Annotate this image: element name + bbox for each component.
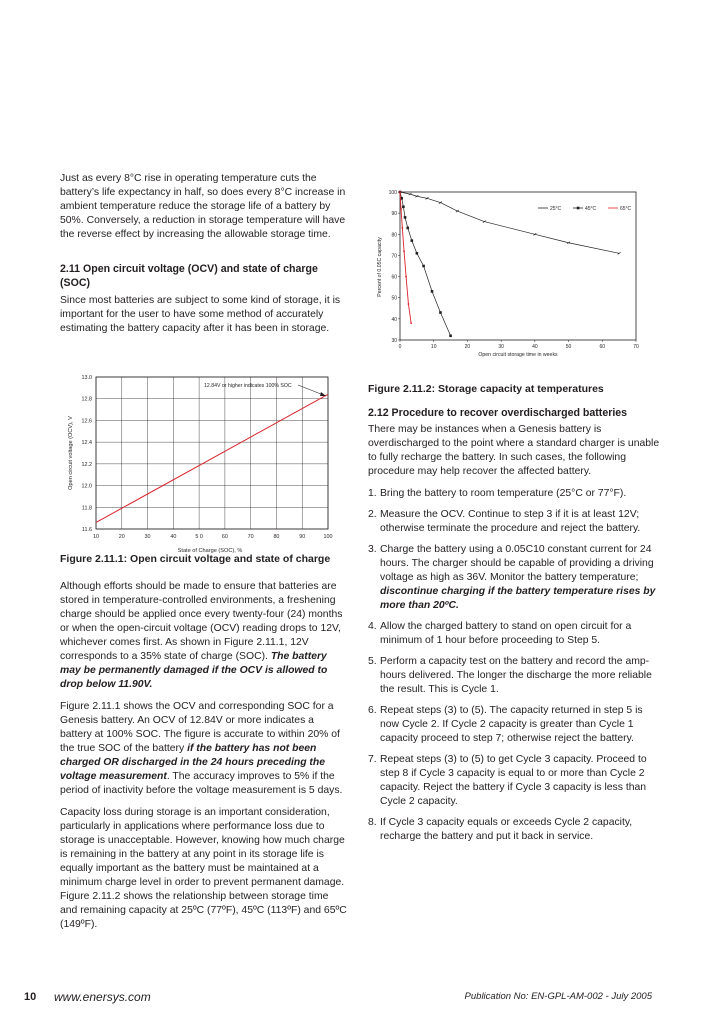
- series-65c-point: [408, 303, 410, 305]
- ocv-annotation: 12.84V or higher indicates 100% SOC: [204, 383, 292, 389]
- y-tick-label: 90: [391, 211, 397, 218]
- legend-label: 65°C: [620, 205, 632, 212]
- x-tick-label: 5 0: [195, 534, 203, 540]
- series-45c-point: [439, 311, 442, 314]
- publication-number: Publication No: EN-GPL-AM-002 - July 2005: [464, 991, 652, 1002]
- x-tick-label: 20: [464, 344, 471, 350]
- ocv-series-line: [96, 394, 328, 522]
- procedure-step: 8. If Cycle 3 capacity equals or exceeds Cycle 2 capacity, recharge the battery and put it back in service.: [368, 817, 633, 842]
- procedure-step: 3. Charge the battery using a 0.05C10 constant current for 24 hours. The charger should be capable of providing a driving voltage as high as 36V. Monitor the battery temperature; discontinue charging if the battery temperature rises by more than 20ºC.: [368, 544, 656, 611]
- x-tick-label: 70: [247, 534, 254, 540]
- x-tick-label: 40: [532, 344, 538, 350]
- x-tick-label: 10: [93, 534, 99, 540]
- procedure-step: 4. Allow the charged battery to stand on open circuit for a minimum of 1 hour before proceeding to Step 5.: [368, 621, 632, 646]
- series-45c-line: [400, 192, 451, 336]
- series-45c-point: [406, 227, 409, 230]
- chart-plot-frame: [96, 377, 328, 529]
- x-axis-ticks: [93, 534, 333, 540]
- y-axis-ticks: [82, 375, 93, 533]
- x-tick-label: 40: [170, 534, 177, 540]
- x-tick-label: 30: [498, 344, 504, 350]
- x-tick-label: 60: [221, 534, 228, 540]
- y-tick-label: 30: [391, 338, 397, 344]
- accuracy-condition: if the battery has not been charged OR discharged in the 24 hours preceding the voltage measurement: [60, 743, 326, 782]
- series-65c-point: [403, 250, 405, 252]
- recover-intro: There may be instances when a Genesis battery is overdischarged to the point where a standard charger is unable to fully recharge the battery. In such cases, the following procedure may help recover the affected battery.: [368, 424, 660, 477]
- y-tick-label: 70: [391, 253, 397, 260]
- legend-label: 45°C: [585, 205, 597, 212]
- series-45c-point: [411, 239, 414, 242]
- series-25c-line: [400, 192, 619, 253]
- procedure-step: 2. Measure the OCV. Continue to step 3 if it is at least 12V; otherwise terminate the procedure and reject the battery.: [368, 509, 641, 534]
- accuracy-text-a: Figure 2.11.1 shows the OCV and corresponding SOC for a Genesis battery. An OCV of 12.84V or more indicates a battery at 100% SOC. The figure is accurate to within 20% of the true SOC of the battery: [60, 701, 340, 754]
- intro-paragraph: Just as every 8°C rise in operating temperature cuts the battery’s life expectancy in half, so does every 8°C increase in ambient temperature reduce the storage life of a battery by 50%. Conversely, a reduction in storage temperature will have the reverse effect by increasing the allowable storage time.: [60, 173, 346, 240]
- procedure-step: 6. Repeat steps (3) to (5). The capacity returned in step 5 is now Cycle 2. If Cycle 2 capacity is greater than Cycle 1 capacity proceed to step 7; otherwise reject the battery.: [368, 705, 643, 744]
- storage-paragraph: Since most batteries are subject to some kind of storage, it is important for the user to have some method of accurately estimating the battery capacity after it has been in storage.: [60, 295, 341, 334]
- series-65c-point: [399, 191, 401, 193]
- series-45c-point: [404, 216, 407, 219]
- procedure-step: 7. Repeat steps (3) to (5) to get Cycle 3 capacity. Proceed to step 8 if Cycle 3 capacity is equal to or more than Cycle 2 capacity. Reject the battery if Cycle 3 capacity is less than Cycle 2 capacity.: [368, 754, 647, 807]
- series-45c-point: [431, 290, 434, 293]
- x-tick-label: 100: [323, 534, 333, 540]
- y-tick-label: 13.0: [81, 375, 92, 381]
- figure-caption-ocv: Figure 2.11.1: Open circuit voltage and state of charge: [60, 553, 331, 565]
- y-tick-label: 50: [391, 295, 397, 302]
- x-axis-ticks: [399, 340, 639, 350]
- section-heading-ocv: 2.11 Open circuit voltage (OCV) and state of charge (SOC): [60, 263, 318, 289]
- y-tick-label: 12.4: [81, 440, 92, 447]
- page-number: 10: [24, 991, 37, 1003]
- series-45c-point: [422, 265, 425, 268]
- y-tick-label: 11.6: [81, 527, 92, 533]
- capacity-loss-paragraph: Capacity loss during storage is an important consideration, particularly in applications where performance loss due to storage is unacceptable. However, knowing how much charge is remaining in the battery at any point in its storage life is equally important as the battery must be maintained at a minimum charge level in order to prevent permanent damage. Figure 2.11.2 shows the relationship between storage time and remaining capacity at 25ºC (77ºF), 45ºC (113ºF) and 65ºC (149ºF).: [60, 807, 347, 930]
- series-65c-point: [401, 227, 403, 229]
- chart-plot-frame: [400, 192, 636, 340]
- figure-caption-storage: Figure 2.11.2: Storage capacity at temperatures: [368, 383, 604, 395]
- y-tick-label: 12.2: [81, 461, 92, 468]
- charging-warning: discontinue charging if the battery temperature rises by more than 20ºC.: [380, 586, 656, 611]
- y-axis-label: Open circuit voltage (OCV), V: [68, 416, 74, 490]
- ocv-soc-chart: [58, 370, 348, 560]
- series-65c-point: [405, 276, 407, 278]
- legend-label: 25°C: [550, 205, 562, 212]
- x-tick-label: 20: [118, 534, 125, 540]
- y-tick-label: 11.8: [81, 505, 92, 512]
- series-65c-point: [410, 322, 412, 324]
- x-tick-label: 90: [299, 534, 306, 540]
- x-tick-label: 10: [430, 344, 437, 350]
- storage-capacity-chart: [370, 182, 660, 367]
- x-tick-label: 70: [633, 344, 639, 350]
- y-tick-label: 100: [388, 190, 397, 196]
- series-45c-point: [402, 206, 405, 209]
- y-axis-ticks: [389, 190, 400, 344]
- section-heading-recover: 2.12 Procedure to recover overdischarged batteries: [368, 407, 628, 419]
- accuracy-text-c: . The accuracy improves to 5% if the period of inactivity before the voltage measurement is 5 days.: [60, 771, 343, 796]
- x-tick-label: 0: [398, 344, 402, 350]
- x-axis-label: Open circuit storage time in weeks: [478, 352, 558, 358]
- x-tick-label: 50: [565, 344, 572, 350]
- annotation-arrowhead: [320, 392, 326, 396]
- procedure-steps: [368, 487, 660, 844]
- y-tick-label: 80: [391, 232, 397, 239]
- damage-warning: The battery may be permanently damaged if the OCV is allowed to drop below 11.90V.: [60, 651, 328, 690]
- series-45c-point: [449, 334, 452, 337]
- freshening-text: Although efforts should be made to ensure that batteries are stored in temperature-controlled environments, a freshening charge should be applied once every twenty-four (24) months or when the open-circuit voltage (OCV) reading drops to 12V, whichever comes first. As shown in Figure 2.11.1, 12V corresponds to a 35% state of charge (SOC).: [60, 581, 343, 662]
- storage-series: [399, 191, 621, 337]
- ocv-series: [96, 394, 328, 522]
- y-axis-label: Percent of 0.05C capacity: [377, 237, 383, 297]
- series-65c-point: [400, 208, 402, 210]
- procedure-step: 1. Bring the battery to room temperature (25°C or 77°F).: [368, 488, 627, 499]
- x-tick-label: 60: [599, 344, 606, 350]
- y-tick-label: 40: [391, 316, 397, 323]
- y-tick-label: 12.6: [81, 418, 92, 425]
- chart-legend: [538, 206, 632, 212]
- x-axis-label: State of Charge (SOC), %: [177, 548, 243, 554]
- x-tick-label: 30: [144, 534, 151, 540]
- accuracy-paragraph: [60, 700, 348, 798]
- legend-marker: [577, 207, 580, 210]
- right-column: [368, 382, 660, 851]
- y-tick-label: 12.0: [81, 483, 92, 490]
- chart-gridlines: [96, 377, 328, 529]
- series-45c-point: [416, 252, 419, 255]
- website-link[interactable]: www.enersys.com: [54, 990, 151, 1004]
- y-tick-label: 60: [391, 274, 397, 281]
- series-65c-line: [400, 192, 411, 323]
- procedure-step: 5. Perform a capacity test on the battery and record the amp-hours delivered. The longer the discharge the more reliable the result. This is Cycle 1.: [368, 656, 652, 695]
- x-tick-label: 80: [273, 534, 280, 540]
- y-tick-label: 12.8: [81, 396, 92, 403]
- freshening-paragraph: [60, 580, 348, 692]
